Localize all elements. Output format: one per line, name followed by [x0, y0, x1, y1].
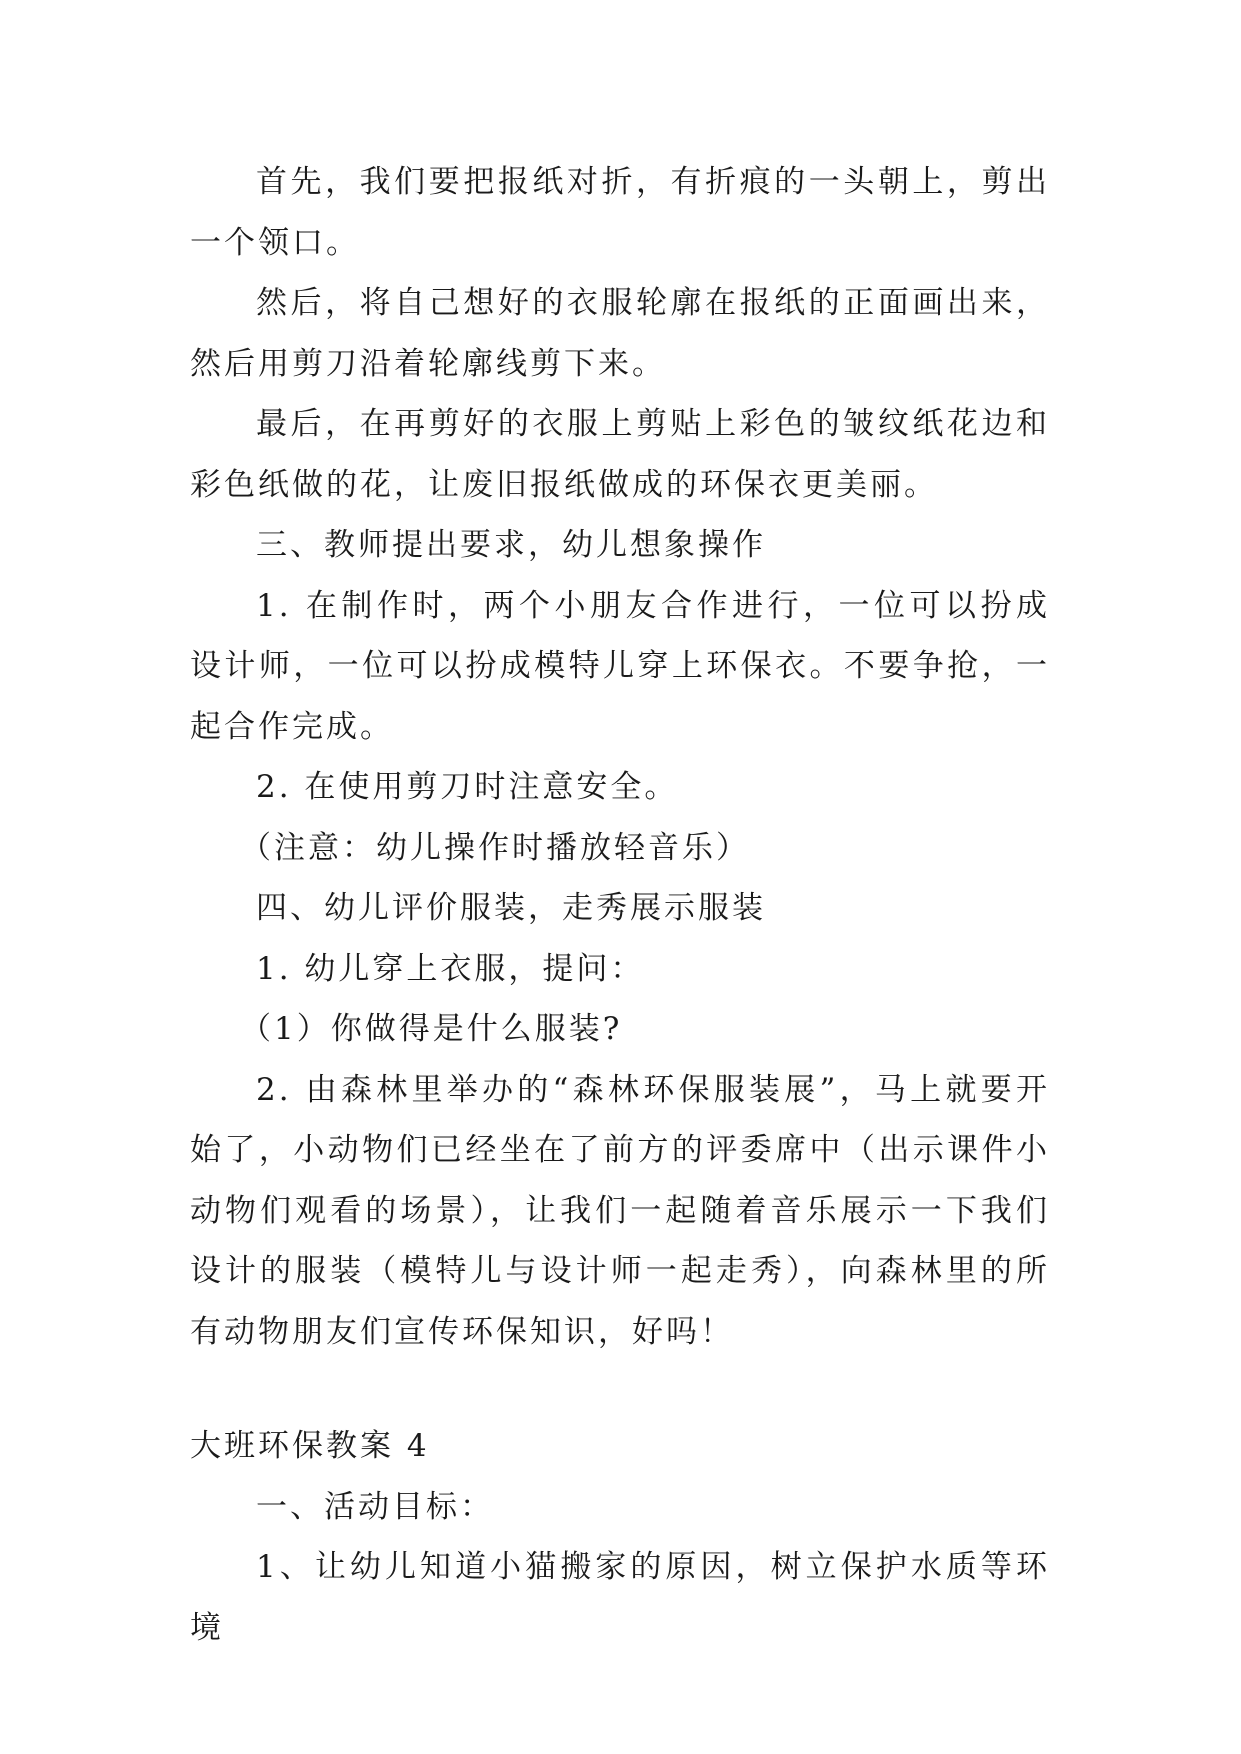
paragraph: 2. 由森林里举办的“森林环保服装展”，马上就要开始了，小动物们已经坐在了前方的评委席中（出示课件小动物们观看的场景），让我们一起随着音乐展示一下我们设计的服装（模特儿与设计师一起走秀），向森林里的所有动物朋友们宣传环保知识，好吗！: [190, 1071, 1050, 1350]
document-title: 大班环保教案 4: [190, 1428, 430, 1464]
section-heading: 三、教师提出要求，幼儿想象操作: [256, 527, 766, 563]
note: （注意：幼儿操作时播放轻音乐）: [240, 829, 750, 866]
paragraph: 首先，我们要把报纸对折，有折痕的一头朝上，剪出一个领口。: [190, 164, 1050, 261]
spacer: [190, 1362, 1050, 1416]
question: （1）你做得是什么服装?: [240, 1011, 623, 1047]
paragraph: 然后，将自己想好的衣服轮廓在报纸的正面画出来，然后用剪刀沿着轮廓线剪下来。: [190, 285, 1050, 382]
paragraph: 1. 在制作时，两个小朋友合作进行，一位可以扮成设计师，一位可以扮成模特儿穿上环保衣。不要争抢，一起合作完成。: [190, 587, 1050, 745]
section-heading: 四、幼儿评价服装，走秀展示服装: [256, 890, 766, 926]
section-heading: 一、活动目标：: [256, 1488, 494, 1525]
document-body: [190, 152, 1050, 1658]
paragraph: 2. 在使用剪刀时注意安全。: [256, 769, 679, 805]
paragraph: 最后，在再剪好的衣服上剪贴上彩色的皱纹纸花边和彩色纸做的花，让废旧报纸做成的环保衣更美丽。: [190, 406, 1050, 503]
paragraph: 1、让幼儿知道小猫搬家的原因，树立保护水质等环境: [190, 1549, 1050, 1646]
paragraph: 1. 幼儿穿上衣服，提问：: [256, 950, 645, 987]
